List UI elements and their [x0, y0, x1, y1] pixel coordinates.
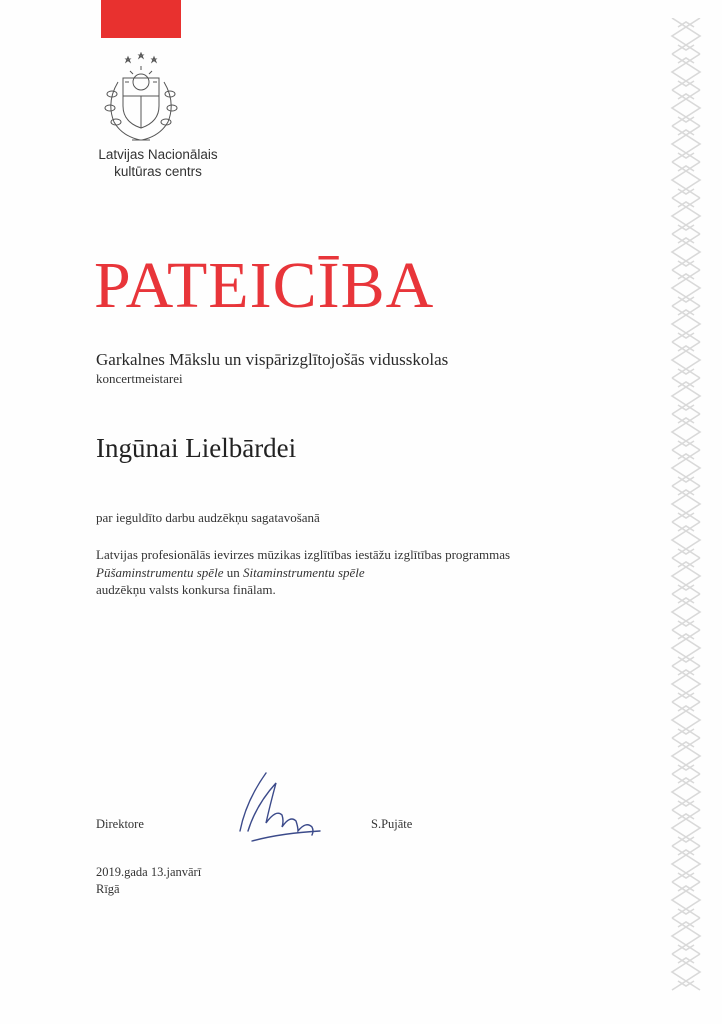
- ornament-segment: [672, 702, 700, 738]
- ornament-segment: [672, 378, 700, 414]
- ornament-segment: [672, 954, 700, 990]
- ornament-segment: [672, 342, 700, 378]
- ornament-segment: [672, 666, 700, 702]
- ornament-segment: [672, 630, 700, 666]
- ornament-segment: [672, 126, 700, 162]
- handwritten-signature: [222, 765, 337, 845]
- ornament-segment: [672, 486, 700, 522]
- program-name-2: Sitaminstrumentu spēle: [242, 564, 365, 580]
- description-line-3: audzēkņu valsts konkursa finālam.: [96, 582, 276, 597]
- ornament-segment: [672, 774, 700, 810]
- organization-line-1: Latvijas Nacionālais: [98, 147, 218, 162]
- ornament-segment: [672, 558, 700, 594]
- program-conjunction: un: [223, 564, 243, 580]
- ornament-segment: [672, 810, 700, 846]
- ornament-segment: [672, 90, 700, 126]
- ornament-segment: [672, 198, 700, 234]
- recipient-role: koncertmeistarei: [96, 371, 183, 386]
- ornament-segment: [672, 234, 700, 270]
- description-line-1: Latvijas profesionālās ievirzes mūzikas izglītības iestāžu izglītības programmas: [96, 547, 511, 562]
- ornament-segment: [672, 522, 700, 558]
- ornament-segment: [672, 414, 700, 450]
- ornament-segment: [672, 18, 700, 54]
- ornament-segment: [672, 162, 700, 198]
- ornament-segment: [672, 882, 700, 918]
- award-reason: par ieguldīto darbu audzēkņu sagatavošanā: [96, 510, 320, 525]
- issue-date: 2019.gada 13.janvārī: [96, 865, 202, 879]
- award-description: [96, 546, 616, 599]
- program-name-1: Pūšaminstrumentu spēle: [96, 564, 224, 580]
- ornament-segment: [672, 306, 700, 342]
- ornament-segment: [672, 54, 700, 90]
- red-header-bar: [101, 0, 181, 38]
- recipient-name: Ingūnai Lielbārdei: [96, 433, 297, 463]
- description-line-2: [96, 564, 616, 582]
- ornament-segment: [672, 846, 700, 882]
- ornament-segment: [672, 918, 700, 954]
- recipient-institution: Garkalnes Mākslu un vispārizglītojošās vidusskolas: [96, 350, 449, 369]
- certificate-title: PATEICĪBA: [94, 249, 435, 322]
- organization-name: [78, 146, 238, 180]
- latvian-ornament-border: [668, 18, 704, 1008]
- signer-name: S.Pujāte: [371, 817, 413, 831]
- issue-place: Rīgā: [96, 882, 120, 896]
- signature-position: Direktore: [96, 817, 144, 831]
- coat-of-arms-icon: [96, 52, 186, 144]
- organization-line-2: kultūras centrs: [114, 164, 202, 179]
- ornament-segment: [672, 738, 700, 774]
- ornament-segment: [672, 270, 700, 306]
- ornament-segment: [672, 450, 700, 486]
- ornament-segment: [672, 594, 700, 630]
